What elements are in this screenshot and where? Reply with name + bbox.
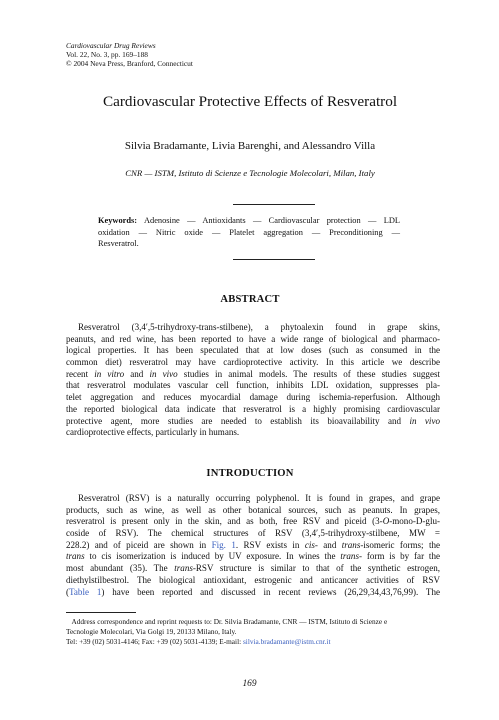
introduction-line: diethylstilbestrol. The biological antioxidant, estrogenic and anticancer activities of RSV [66, 574, 440, 585]
author-affiliation: CNR — ISTM, Istituto di Scienze e Tecnologie Molecolari, Milan, Italy [125, 168, 375, 178]
footnote-line: Address correspondence and reprint requests to: Dr. Silvia Bradamante, CNR — ISTM, Istituto di Scienze e [71, 617, 388, 626]
abstract-line: Resveratrol (3,4′,5-trihydroxy-trans-stilbene), a phytoalexin found in grape skins, [78, 322, 440, 332]
keywords-top-rule [233, 204, 315, 205]
journal-volume: Vol. 22, No. 3, pp. 169–188 [66, 50, 148, 60]
introduction-line: (Table 1) have been reported and discussed in recent reviews (26,29,34,43,76,99). The [66, 586, 440, 597]
abstract-line: the reported biological data indicate that resveratrol is a highly promising cardiovascular [66, 403, 440, 414]
introduction-heading: INTRODUCTION [206, 468, 294, 479]
article-title: Cardiovascular Protective Effects of Resveratrol [102, 93, 398, 110]
abstract-line: peanuts, and red wine, has been reported to have a wide range of biological and pharmaco- [66, 333, 440, 344]
introduction-line: 228.2) and of piceid are shown in Fig. 1. RSV exists in cis- and trans-isomeric forms; the [66, 539, 441, 550]
abstract-line: telet aggregation and reduces myocardial damage during ischemia-reperfusion. Although [66, 392, 440, 403]
journal-header [66, 41, 193, 69]
introduction-line: trans to cis isomerization is induced by UV exposure. In wines the trans- form is by far the [66, 551, 440, 562]
footnote-rule [66, 612, 136, 613]
keywords-bottom-rule [233, 259, 315, 260]
abstract-line: protective agent, more studies are needed to establish its bioavailability and in vivo [66, 415, 440, 426]
footnote-line: Tel: +39 (02) 5031-4146; Fax: +39 (02) 5031-4139; E-mail: silvia.bradamante@istm.cnr.it [66, 636, 331, 646]
abstract-text [66, 322, 440, 439]
footnote-line: Tecnologie Molecolari, Via Golgi 19, 20133 Milano, Italy. [66, 626, 237, 636]
introduction-line: Resveratrol (RSV) is a naturally occurring polyphenol. It is found in grapes, and grape [78, 493, 440, 503]
email-link[interactable]: silvia.bradamante@istm.cnr.it [242, 636, 331, 646]
page-number: 169 [242, 679, 257, 689]
abstract-line: logical properties. It has been speculated that at low doses (such as consumed in the [66, 345, 440, 356]
abstract-heading: ABSTRACT [220, 294, 280, 305]
table-link[interactable]: Table 1 [69, 586, 102, 597]
keywords-line: Resveratrol. [98, 239, 139, 249]
keywords-line: Adenosine — Antioxidants — Cardiovascular protection — LDL [143, 216, 400, 225]
figure-link[interactable]: Fig. 1 [211, 539, 236, 550]
abstract-line: cardioprotective effects, particularly in humans. [66, 427, 240, 438]
introduction-line: coside of RSV). The chemical structures of RSV (3,4′,5-trihydroxy-stilbene, MW = [66, 528, 440, 539]
keywords-label: Keywords: [98, 216, 138, 225]
introduction-line: resveratrol is present only in the skin, and as both, free RSV and piceid (3-O-mono-D-glu- [66, 516, 440, 527]
abstract-line: common diet) resveratrol may have cardioprotective activity. In this article we describe [66, 357, 440, 368]
abstract-line: that resveratrol modulates vascular cell function, inhibits LDL oxidation, suppresses pla- [66, 380, 440, 391]
correspondence-footnote [66, 617, 442, 646]
journal-name: Cardiovascular Drug Reviews [66, 41, 156, 50]
article-authors: Silvia Bradamante, Livia Barenghi, and Alessandro Villa [124, 140, 376, 152]
keywords-block [98, 215, 400, 250]
introduction-line: products, such as wine, as well as other botanical sources, such as peanuts. In grapes, [66, 504, 440, 515]
journal-copyright: © 2004 Neva Press, Branford, Connecticut [66, 59, 193, 69]
introduction-line: most abundant (35). The trans-RSV structure is similar to that of the synthetic estrogen, [66, 563, 440, 574]
abstract-line: recent in vitro and in vivo studies in animal models. The results of these studies suggest [66, 368, 440, 379]
keywords-line: oxidation — Nitric oxide — Platelet aggregation — Preconditioning — [98, 227, 400, 237]
introduction-text [66, 493, 440, 598]
